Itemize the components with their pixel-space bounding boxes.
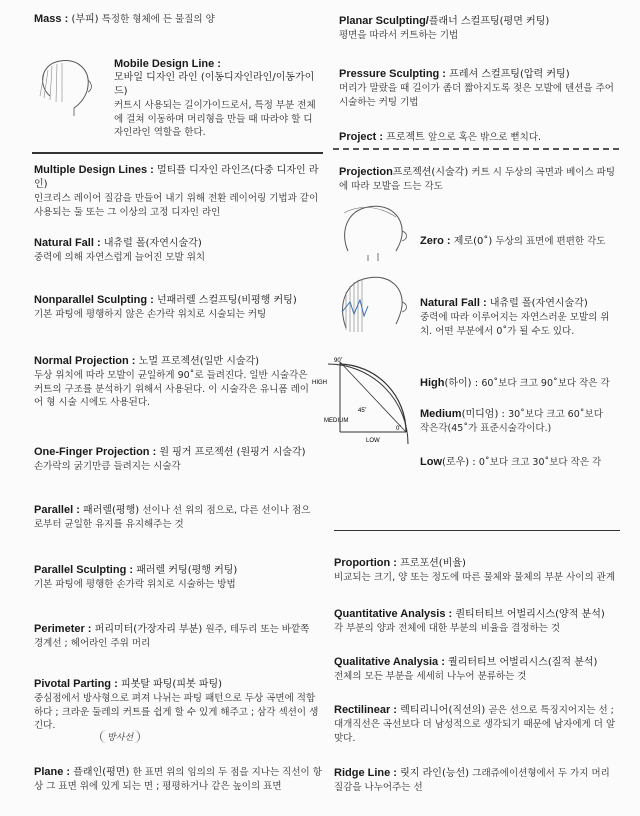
term: Pressure Sculpting : [339, 68, 446, 80]
entry-qualitative-analysis [334, 655, 624, 684]
label-90: 90˚ [334, 358, 343, 364]
entry-one-finger-projection [34, 445, 334, 474]
term: Rectilinear : [334, 704, 397, 716]
entry-perimeter [34, 622, 314, 651]
entry-ridge-line [334, 766, 619, 795]
term: Normal Projection : [34, 355, 136, 367]
term: Nonparallel Sculpting : [34, 294, 154, 306]
term: Projection [339, 166, 393, 178]
term-korean: 내츄럴 폴(자연시술각) [489, 298, 588, 309]
term-korean: 넌패러렐 스컬프팅(비평행 커팅) [156, 295, 297, 306]
term: Ridge Line : [334, 767, 397, 779]
label-low: LOW [366, 438, 380, 444]
entry-rectilinear [334, 703, 619, 746]
term-korean: 노멀 프로젝션(일반 시술각) [138, 356, 260, 367]
term-korean: 프로포션(비율) [400, 558, 466, 569]
definition: 커트시 사용되는 길이가이드로서, 특정 부분 전체에 걸쳐 이동하며 머리형을 만들 때 따라야 할 디자인라인 역할을 한다. [114, 100, 316, 138]
definition: 한 표면 위의 임의의 두 점을 지나는 직선이 항상 그 표면 위에 있게 되는 면 ; 평평하거나 같은 높이의 표면 [34, 767, 322, 792]
term-korean: 피봇탈 파팅(피봇 파팅) [120, 679, 223, 690]
term-korean: 렉티리니어(직선의) [400, 705, 486, 716]
label-45: 45˚ [358, 408, 367, 414]
entry-parallel-sculpting [34, 563, 334, 592]
term: Multiple Design Lines : [34, 164, 154, 176]
term-korean: 멀티플 디자인 라인즈(다중 디자인 라인) [34, 165, 319, 190]
definition: 원주, 테두리 또는 바깥쪽 경계선 ; 헤어라인 주위 머리 [34, 624, 310, 649]
entry-zero [420, 234, 620, 249]
term-korean: (미디엄) : [461, 409, 505, 420]
entry-high [420, 376, 620, 391]
term: Qualitative Analysia : [334, 656, 445, 668]
entry-multiple-design-lines [34, 163, 324, 219]
term-korean: 패러렐(평행) [83, 505, 140, 516]
definition: 전체의 모든 부분을 세세히 나누어 분류하는 것 [334, 671, 527, 682]
entry-projection [339, 165, 619, 194]
label-medium: MEDIUM [324, 418, 349, 424]
term: Parallel Sculpting : [34, 564, 134, 576]
term-korean: 패러렐 커팅(평행 커팅) [136, 565, 238, 576]
entry-planar-sculpting [339, 14, 619, 43]
definition: 중심점에서 방사형으로 펴져 나뉘는 파팅 패턴으로 두상 곡면에 적합하다 ; 크라운 둘레의 커트를 쉽게 할 수 있게 해주고 ; 삼각 섹션이 생긴다. [34, 693, 319, 731]
term: Mobile Design Line : [114, 58, 221, 70]
definition: 곧은 선으로 특징지어지는 선 ; 대개직선은 곡선보다 더 남성적으로 생각되기 때문에 남자에게 더 알맞다. [334, 705, 616, 744]
term: Proportion : [334, 557, 397, 569]
term: Natural Fall : [34, 237, 101, 249]
term: Low [420, 456, 442, 468]
definition: 앞으로 혹은 밖으로 뻗치다. [428, 132, 542, 143]
entry-low [420, 455, 620, 470]
entry-quantitative-analysis [334, 607, 624, 636]
definition: 두상의 표면에 편편한 각도 [495, 236, 606, 247]
handwritten-note: 방사선 [100, 730, 140, 743]
term-korean: 프로젝션(시술각) [392, 167, 469, 178]
entry-project [339, 130, 619, 145]
entry-parallel [34, 503, 319, 532]
label-high: HIGH [312, 380, 327, 386]
entry-mass [34, 12, 334, 27]
term: Project : [339, 131, 384, 143]
definition: 0˚보다 크고 30˚보다 작은 각 [478, 457, 602, 468]
term-korean: (로우) : [442, 457, 476, 468]
definition: 두상 위치에 따라 모발이 균일하게 90˚로 들려진다. 일반 시술각은 커트의 구조를 분석하기 위해서 사용된다. 이 시술각은 유니폼 레이어 형 시술 시에도 사용된다. [34, 370, 309, 408]
definition: 기본 파팅에 평행하지 않은 손가락 위치로 시술되는 커팅 [34, 309, 267, 320]
definition: 중력에 따라 이루어지는 자연스러운 모발의 위치. 어떤 부분에서 0˚가 될 수도 있다. [420, 312, 610, 337]
entry-proportion [334, 556, 624, 585]
entry-plane [34, 765, 324, 794]
term: Parallel : [34, 504, 80, 516]
definition: 특정한 형체에 든 물질의 양 [101, 14, 215, 25]
projection-angle-diagram [310, 356, 412, 446]
entry-nonparallel-sculpting [34, 293, 334, 322]
head-zero-illustration [338, 203, 414, 265]
term-korean: 제로(0˚) [453, 236, 493, 247]
entry-medium [420, 407, 610, 436]
definition: 60˚보다 크고 90˚보다 작은 각 [481, 378, 610, 389]
definition: 기본 파팅에 평행한 손가락 위치로 시술하는 방법 [34, 579, 236, 590]
term: Plane : [34, 766, 71, 778]
definition: 평면을 따라서 커트하는 기법 [339, 30, 459, 41]
term-korean: 프레셔 스컬프팅(압력 커팅) [449, 69, 570, 80]
definition: 각 부분의 양과 전체에 대한 부분의 비율을 결정하는 것 [334, 623, 561, 634]
term: Perimeter : [34, 623, 92, 635]
term: Mass : [34, 13, 69, 25]
definition: 손가락의 굵기만큼 들려지는 시술각 [34, 461, 181, 472]
definition: 그래쥬에이션형에서 두 가지 머리 질감을 나누어주는 선 [334, 768, 610, 793]
term: High [420, 377, 445, 389]
entry-normal-projection [34, 354, 314, 410]
divider [333, 148, 619, 150]
term: Planar Sculpting/ [339, 15, 429, 27]
definition: 머리가 말랐을 때 길이가 좀더 짧아지도록 젖은 모발에 텐션을 주어 시술하는 커팅 기법 [339, 83, 614, 108]
term-korean: 모바일 디자인 라인 (이동디자인라인/이동가이드) [114, 72, 315, 97]
definition: 커트 시 두상의 곡면과 베이스 파팅에 따라 모발을 드는 각도 [339, 167, 615, 192]
entry-natural-fall-right [420, 296, 620, 338]
entry-pressure-sculpting [339, 67, 619, 109]
divider [334, 530, 620, 531]
term: Quantitative Analysis : [334, 608, 453, 620]
definition: 중력에 의해 자연스럽게 늘어진 모발 위치 [34, 252, 206, 263]
head-profile-illustration [30, 56, 110, 118]
term: Natural Fall : [420, 297, 487, 309]
definition: 비교되는 크기, 양 또는 정도에 따른 물체와 물체의 부분 사이의 관계 [334, 572, 615, 583]
term-korean: 내츄럴 폴(자연시술각) [103, 238, 202, 249]
term-korean: 퀄리터티브 어벌리시스(질적 분석) [448, 657, 598, 668]
term-korean: 퀀티터티브 어벌리시스(양적 분석) [455, 609, 605, 620]
label-0: 0˚ [396, 426, 402, 432]
definition: 30˚보다 크고 60˚보다 작은각(45˚가 표준시술각이다.) [420, 409, 603, 434]
term-korean: 원 핑거 프로젝션 (원핑거 시술각) [159, 447, 306, 458]
term-korean: 플래너 스컬프팅(평면 커팅) [428, 16, 550, 27]
entry-natural-fall [34, 236, 334, 265]
term-korean: 릿지 라인(능선) [400, 768, 470, 779]
term: Pivotal Parting : [34, 678, 118, 690]
term: Medium [420, 408, 462, 420]
divider [32, 152, 323, 154]
term-korean: 퍼리미터(가장자리 부분) [94, 624, 203, 635]
head-natural-fall-illustration [338, 272, 414, 338]
term-korean: 프로젝트 [386, 132, 425, 143]
term-korean: 플래인(평면) [73, 767, 130, 778]
entry-mobile-design-line [114, 57, 319, 140]
definition: 선이나 선 위의 점으로, 다른 선이나 점으로부터 균일한 유지를 유지해주는 것 [34, 505, 311, 530]
entry-pivotal-parting [34, 677, 319, 733]
term-korean: (부피) [71, 14, 99, 25]
term: One-Finger Projection : [34, 446, 157, 458]
definition: 인크리스 레이어 질감을 만들어 내기 위해 전환 레이어링 기법과 같이 사용되는 둘 또는 그 이상의 고정 디자인 라인 [34, 193, 319, 218]
term: Zero : [420, 235, 451, 247]
term-korean: (하이) : [444, 378, 479, 389]
